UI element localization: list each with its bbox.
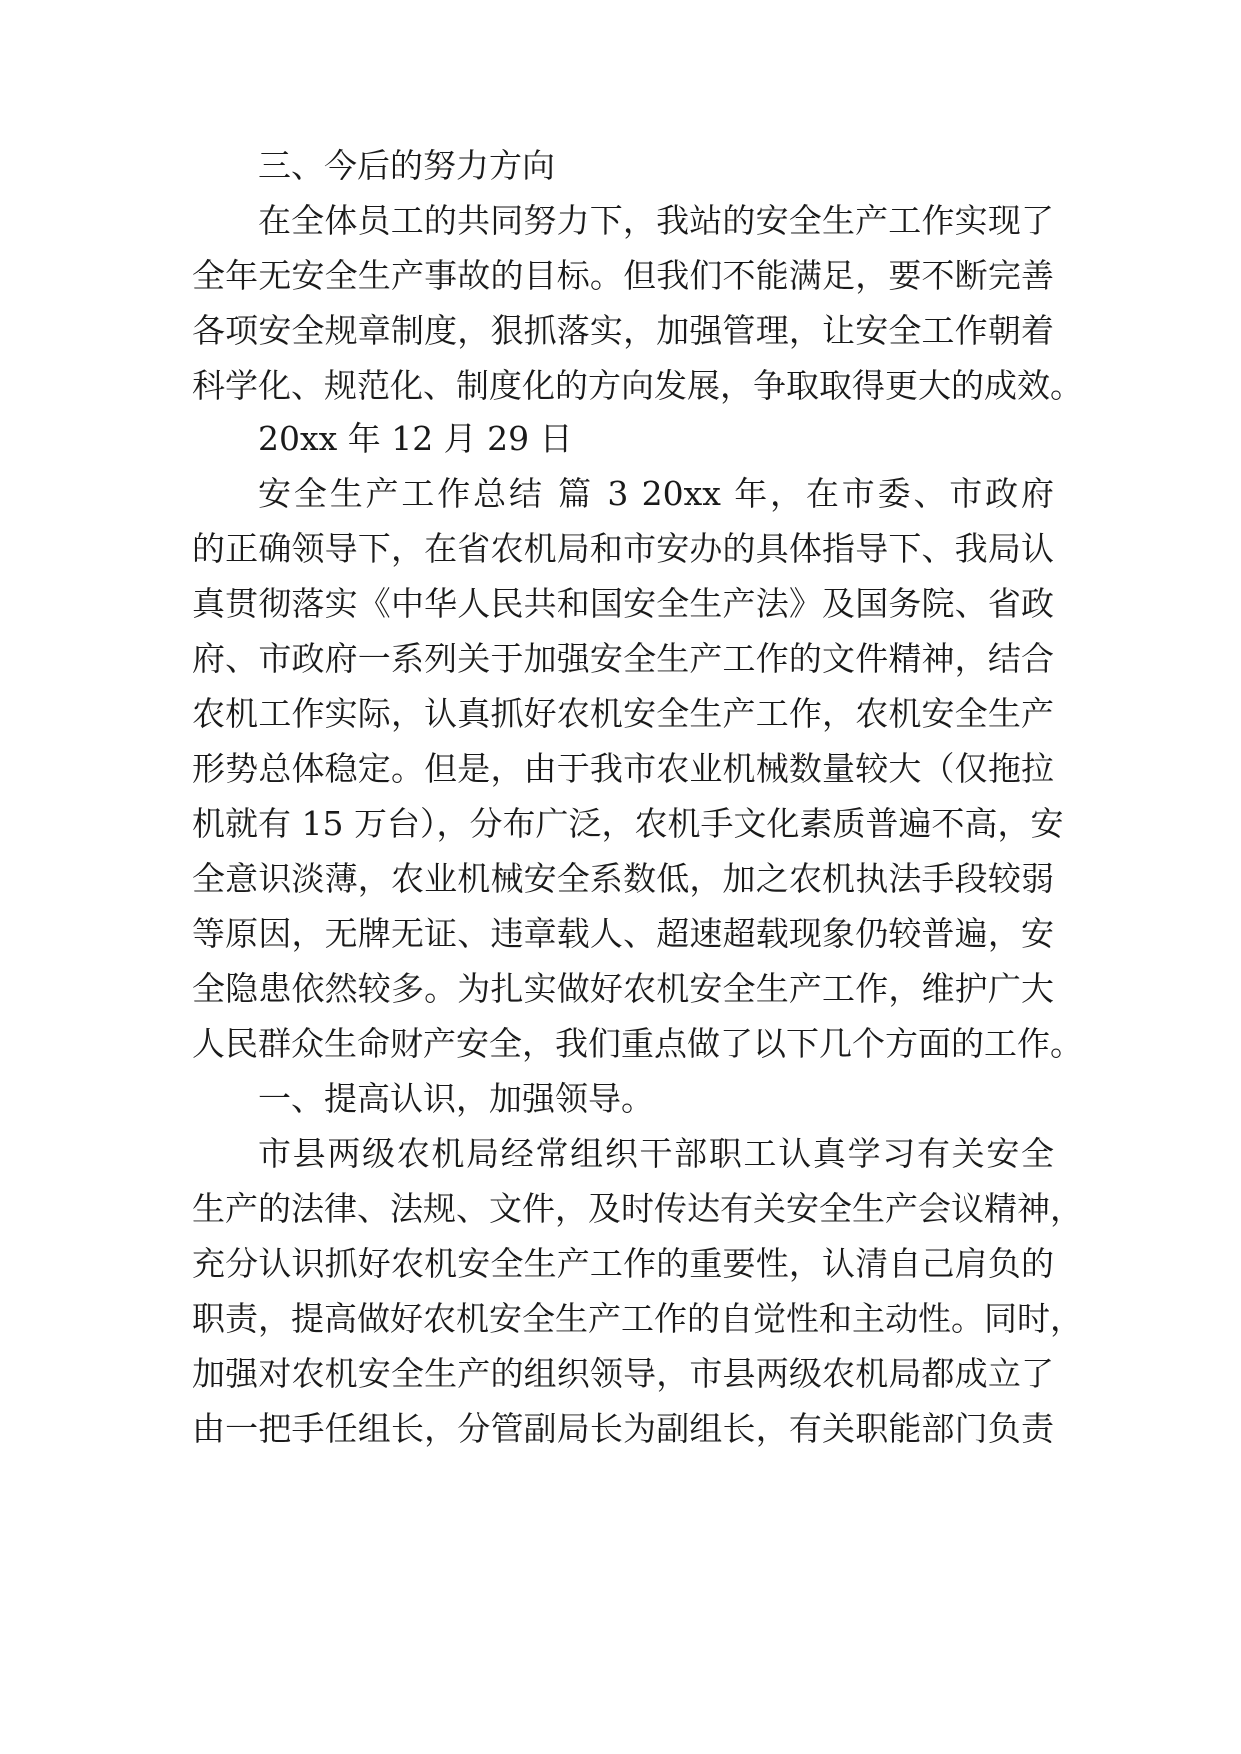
paragraph-line: 真贯彻落实《中华人民共和国安全生产法》及国务院、省政: [192, 584, 1054, 623]
paragraph-line: 充分认识抓好农机安全生产工作的重要性，认清自己肩负的: [192, 1244, 1054, 1283]
paragraph-line: 形势总体稳定。但是，由于我市农业机械数量较大（仅拖拉: [192, 749, 1054, 788]
date-line: 20xx 年 12 月 29 日: [258, 419, 573, 458]
paragraph-line: 加强对农机安全生产的组织领导，市县两级农机局都成立了: [192, 1354, 1054, 1393]
paragraph-line: 由一把手任组长，分管副局长为副组长，有关职能部门负责: [192, 1409, 1054, 1448]
paragraph-line: 全隐患依然较多。为扎实做好农机安全生产工作，维护广大: [192, 969, 1054, 1008]
paragraph-line: 机就有 15 万台），分布广泛，农机手文化素质普遍不高，安: [192, 804, 1064, 843]
paragraph-line: 府、市政府一系列关于加强安全生产工作的文件精神，结合: [192, 639, 1054, 678]
paragraph-line: 在全体员工的共同努力下，我站的安全生产工作实现了: [258, 201, 1054, 240]
paragraph-line: 生产的法律、法规、文件，及时传达有关安全生产会议精神，: [192, 1189, 1083, 1228]
paragraph-line: 职责，提高做好农机安全生产工作的自觉性和主动性。同时，: [192, 1299, 1083, 1338]
paragraph-line: 市县两级农机局经常组织干部职工认真学习有关安全: [258, 1134, 1054, 1173]
paragraph-line: 安全生产工作总结 篇 3 20xx 年，在市委、市政府: [258, 474, 1054, 513]
paragraph-line: 各项安全规章制度，狠抓落实，加强管理，让安全工作朝着: [192, 311, 1054, 350]
paragraph-line: 全意识淡薄，农业机械安全系数低，加之农机执法手段较弱: [192, 859, 1054, 898]
paragraph-line: 全年无安全生产事故的目标。但我们不能满足，要不断完善: [192, 256, 1054, 295]
section-heading: 一、提高认识，加强领导。: [258, 1079, 654, 1118]
paragraph-line: 的正确领导下，在省农机局和市安办的具体指导下、我局认: [192, 529, 1054, 568]
paragraph-line: 农机工作实际，认真抓好农机安全生产工作，农机安全生产: [192, 694, 1054, 733]
paragraph-line: 科学化、规范化、制度化的方向发展，争取取得更大的成效。: [192, 366, 1083, 405]
section-heading: 三、今后的努力方向: [258, 146, 555, 185]
paragraph-line: 等原因，无牌无证、违章载人、超速超载现象仍较普遍，安: [192, 914, 1054, 953]
paragraph-line: 人民群众生命财产安全，我们重点做了以下几个方面的工作。: [192, 1024, 1083, 1063]
